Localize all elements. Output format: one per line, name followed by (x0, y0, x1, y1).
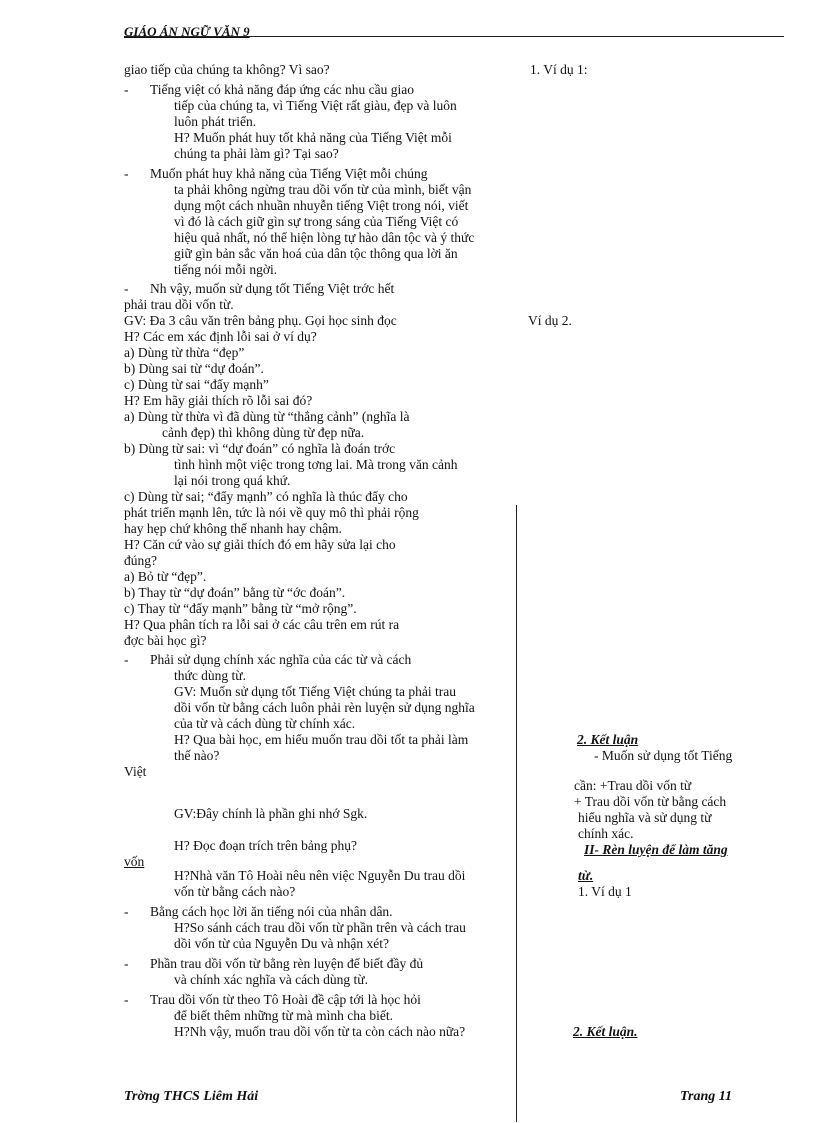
text-line: tình hình một việc trong tơng lai. Mà trong văn cảnh (174, 457, 458, 472)
text-line: H? Qua bài học, em hiểu muốn trau dồi tốt ta phải làm (174, 732, 469, 747)
text-line: và chính xác nghĩa và cách dùng từ. (174, 972, 368, 987)
text-line: đợc bài học gì? (124, 633, 207, 648)
column-divider (516, 505, 517, 1122)
text-line: phát triển mạnh lên, tức là nói về quy mô thì phải rộng (124, 505, 419, 520)
text-line: H? Em hãy giải thích rõ lỗi sai đó? (124, 393, 313, 408)
text-line: dụng một cách nhuần nhuyễn tiếng Việt trong nói, viết (174, 198, 469, 213)
text-line: GV: Muốn sử dụng tốt Tiếng Việt chúng ta phải trau (174, 684, 456, 699)
text-line: Bằng cách học lời ăn tiếng nói của nhân dân. (150, 904, 393, 919)
text-line: hiểu nghĩa và sử dụng từ (578, 810, 712, 825)
text-line: c) Thay từ “đẩy mạnh” bằng từ “mở rộng”. (124, 601, 357, 616)
text-line: luôn phát triển. (174, 114, 257, 129)
text-line: dồi vốn từ của Nguyễn Du và nhận xét? (174, 936, 390, 951)
text-line: chúng ta phải làm gì? Tại sao? (174, 146, 339, 161)
text-line: Trau dồi vốn từ theo Tô Hoài đề cập tới là học hỏi (150, 992, 421, 1007)
bullet: - (124, 281, 129, 296)
section-heading: 2. Kết luận. (573, 1024, 638, 1039)
text-line: a) Dùng từ thừa vì đã dùng từ “thắng cảnh” (nghĩa là (124, 409, 410, 424)
text-line: vốn từ bằng cách nào? (174, 884, 296, 899)
text-line: cảnh đẹp) thì không dùng từ đẹp nữa. (162, 425, 365, 440)
text-line: cần: +Trau dồi vốn từ (574, 778, 692, 793)
text-line: + Trau dồi vốn từ bằng cách (574, 794, 727, 809)
section-heading: 2. Kết luận (577, 732, 639, 747)
text-line: GV:Đây chính là phần ghi nhớ Sgk. (174, 806, 368, 821)
text-line: H? Muốn phát huy tốt khả năng của Tiếng Việt mỗi (174, 130, 452, 145)
text-line: tiếp của chúng ta, vì Tiếng Việt rất giàu, đẹp và luôn (174, 98, 457, 113)
text-line: thế nào? (174, 748, 220, 763)
bullet: - (124, 904, 129, 919)
section-heading-cont: từ. (578, 868, 594, 883)
text-line: vì đó là cách giữ gìn sự trong sáng của Tiếng Việt có (174, 214, 459, 229)
text-line: Phải sử dụng chính xác nghĩa của các từ và cách (150, 652, 412, 667)
text-line: H? Căn cứ vào sự giải thích đó em hãy sửa lại cho (124, 537, 396, 552)
text-line: giao tiếp của chúng ta không? Vì sao? (124, 62, 330, 77)
text-line: H?Nhà văn Tô Hoài nêu nên việc Nguyễn Du trau dồi (174, 868, 466, 883)
text-line: H? Đọc đoạn trích trên bảng phụ? (174, 838, 357, 853)
header-rule (124, 36, 784, 37)
text-line: hay hẹp chứ không thể nhanh hay chậm. (124, 521, 343, 536)
bullet: - (124, 992, 129, 1007)
bullet: - (124, 166, 129, 181)
footer-page-number: Trang 11 (680, 1089, 732, 1104)
text-line: H? Qua phân tích ra lỗi sai ở các câu trên em rút ra (124, 617, 400, 632)
text-line: thức dùng từ. (174, 668, 247, 683)
text-line: b) Dùng sai từ “dự đoán”. (124, 361, 264, 376)
bullet: - (124, 956, 129, 971)
text-line: GV: Đa 3 câu văn trên bảng phụ. Gọi học sinh đọc (124, 313, 397, 328)
text-line: b) Dùng từ sai: vì “dự đoán” có nghĩa là đoán trớc (124, 441, 396, 456)
text-line: a) Bỏ từ “đẹp”. (124, 569, 207, 584)
text-line: 1. Ví dụ 1: (530, 62, 588, 77)
text-line: Việt (124, 764, 147, 779)
text-line: c) Dùng từ sai “đẩy mạnh” (124, 377, 269, 392)
text-line: vốn (124, 854, 145, 869)
text-line: Muốn phát huy khả năng của Tiếng Việt mỗi chúng (150, 166, 428, 181)
text-line: Nh vậy, muốn sử dụng tốt Tiếng Việt trớc hết (150, 281, 395, 296)
page-header-title: GIÁO ÁN NGỮ VĂN 9 (124, 24, 250, 39)
text-line: H?So sánh cách trau dồi vốn từ phần trên và cách trau (174, 920, 466, 935)
text-line: lại nói trong quá khứ. (174, 473, 291, 488)
text-line: Ví dụ 2. (528, 313, 572, 328)
text-line: 1. Ví dụ 1 (578, 884, 632, 899)
text-line: của từ và cách dùng từ chính xác. (174, 716, 356, 731)
bullet: - (124, 82, 129, 97)
text-line: b) Thay từ “dự đoán” bằng từ “ớc đoán”. (124, 585, 346, 600)
text-line: c) Dùng từ sai; “đẩy mạnh” có nghĩa là thúc đẩy cho (124, 489, 408, 504)
section-heading: II- Rèn luyện để làm tăng (584, 842, 728, 857)
text-line: H?Nh vậy, muốn trau dồi vốn từ ta còn cách nào nữa? (174, 1024, 466, 1039)
text-line: dồi vốn từ bằng cách luôn phải rèn luyện sử dụng nghĩa (174, 700, 475, 715)
text-line: Tiếng việt có khả năng đáp ứng các nhu cầu giao (150, 82, 414, 97)
text-line: để biết thêm những từ mà mình cha biết. (174, 1008, 393, 1023)
text-line: - Muốn sử dụng tốt Tiếng (594, 748, 733, 763)
text-line: chính xác. (578, 826, 634, 841)
text-line: Phần trau dồi vốn từ bằng rèn luyện để biết đầy đủ (150, 956, 424, 971)
text-line: đúng? (124, 553, 157, 568)
text-line: H? Các em xác định lỗi sai ở ví dụ? (124, 329, 317, 344)
text-line: phải trau dồi vốn từ. (124, 297, 234, 312)
text-line: ta phải không ngừng trau dồi vốn từ của mình, biết vận (174, 182, 472, 197)
footer-school: Trờng THCS Liêm Hải (124, 1089, 259, 1104)
text-line: hiệu quả nhất, nó thể hiện lòng tự hào dân tộc và ý thức (174, 230, 475, 245)
text-line: a) Dùng từ thừa “đẹp” (124, 345, 245, 360)
text-line: giữ gìn bản sắc văn hoá của dân tộc thông qua lời ăn (174, 246, 458, 261)
text-line: tiếng nói mỗi ngời. (174, 262, 278, 277)
bullet: - (124, 652, 129, 667)
